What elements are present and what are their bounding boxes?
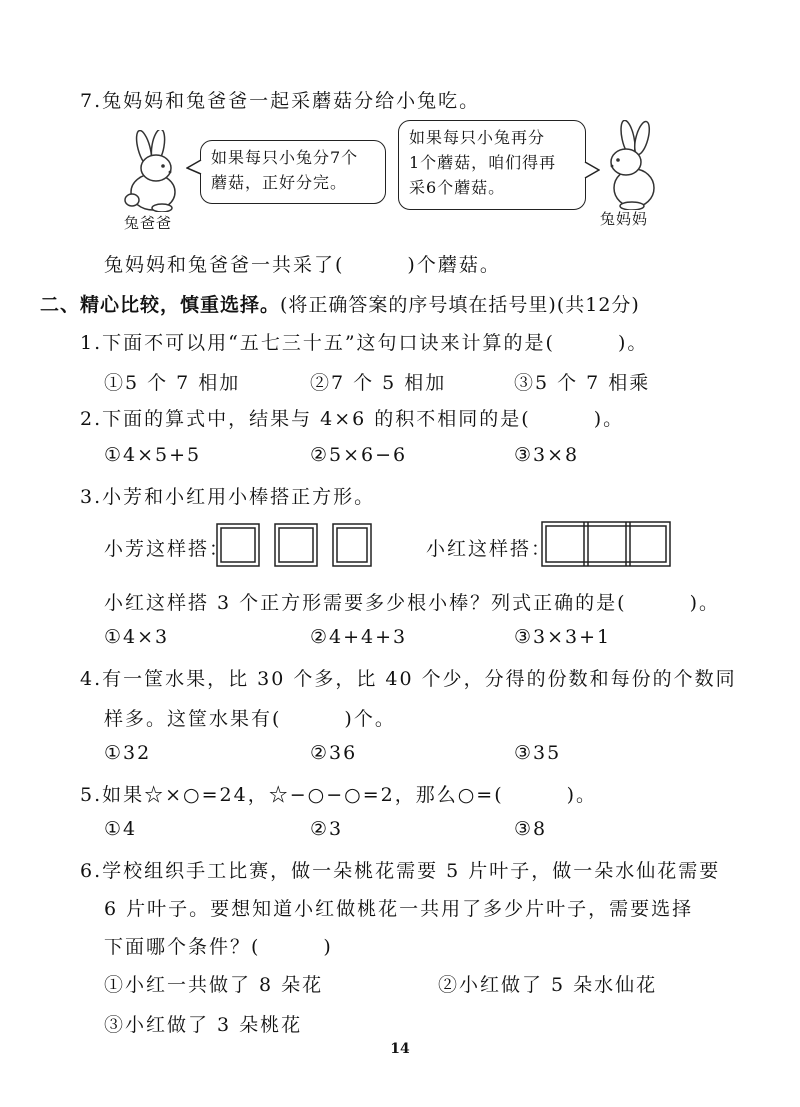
xiaofang-label: 小芳这样搭： bbox=[104, 538, 231, 560]
left-bubble-tail bbox=[186, 158, 202, 176]
section-2-note: (将正确答案的序号填在括号里)(共12分) bbox=[280, 294, 640, 316]
right-bubble-line: 采6个蘑菇。 bbox=[409, 178, 506, 197]
question-1-option-2: ②7 个 5 相加 bbox=[310, 372, 447, 394]
right-bubble-line: 如果每只小兔再分 bbox=[409, 128, 546, 147]
question-5-stem: 5.如果☆×○=24，☆−○−○=2，那么○=( )。 bbox=[80, 784, 598, 806]
xiaohong-label: 小红这样搭： bbox=[426, 538, 553, 560]
question-5-option-1: ①4 bbox=[104, 818, 138, 840]
rabbit-mom-illustration bbox=[596, 120, 666, 210]
left-bubble-line: 蘑菇，正好分完。 bbox=[211, 173, 348, 192]
q7-title: 7.兔妈妈和兔爸爸一起采蘑菇分给小兔吃。 bbox=[80, 90, 481, 112]
question-3-stem: 3.小芳和小红用小棒搭正方形。 bbox=[80, 486, 376, 508]
question-2-option-2: ②5×6−6 bbox=[310, 444, 408, 466]
question-6-stem-line-1: 6.学校组织手工比赛，做一朵桃花需要 5 片叶子，做一朵水仙花需要 bbox=[80, 860, 721, 882]
question-6-stem-line-2: 6 片叶子。要想知道小红做桃花一共用了多少片叶子，需要选择 bbox=[104, 898, 694, 920]
question-5-option-2: ②3 bbox=[310, 818, 344, 840]
xiaofang-squares-figure bbox=[214, 520, 374, 570]
question-6-option-1: ①小红一共做了 8 朵花 bbox=[104, 974, 324, 996]
left-bubble-line: 如果每只小兔分7个 bbox=[211, 148, 359, 167]
question-3-option-2: ②4+4+3 bbox=[310, 626, 408, 648]
section-2-title: 二、精心比较，慎重选择。 bbox=[40, 294, 281, 316]
question-4-option-2: ②36 bbox=[310, 742, 358, 764]
question-4-option-3: ③35 bbox=[514, 742, 562, 764]
q7-answer-line: 兔妈妈和兔爸爸一共采了( )个蘑菇。 bbox=[104, 254, 501, 276]
rabbit-dad-illustration bbox=[118, 130, 188, 212]
rabbit-dad-label: 兔爸爸 bbox=[124, 214, 173, 232]
question-6-option-3: ③小红做了 3 朵桃花 bbox=[104, 1014, 303, 1036]
question-6-option-2: ②小红做了 5 朵水仙花 bbox=[438, 974, 658, 996]
question-2-option-1: ①4×5+5 bbox=[104, 444, 202, 466]
rabbit-mom-label: 兔妈妈 bbox=[600, 210, 649, 228]
question-2-option-3: ③3×8 bbox=[514, 444, 580, 466]
question-2-stem: 2.下面的算式中，结果与 4×6 的积不相同的是( )。 bbox=[80, 408, 625, 430]
question-6-stem-line-3: 下面哪个条件？( ) bbox=[104, 936, 333, 958]
left-speech-bubble bbox=[200, 140, 386, 204]
section-2-header bbox=[40, 290, 640, 317]
question-3-option-3: ③3×3+1 bbox=[514, 626, 612, 648]
question-4-stem-line-2: 样多。这筐水果有( )个。 bbox=[104, 708, 396, 730]
question-1-option-1: ①5 个 7 相加 bbox=[104, 372, 241, 394]
question-3-question: 小红这样搭 3 个正方形需要多少根小棒？列式正确的是( )。 bbox=[104, 592, 720, 614]
question-4-stem-line-1: 4.有一筐水果，比 30 个多，比 40 个少，分得的份数和每份的个数同 bbox=[80, 668, 737, 690]
page-number: 14 bbox=[390, 1041, 410, 1057]
question-3-option-1: ①4×3 bbox=[104, 626, 170, 648]
xiaohong-squares-figure bbox=[538, 518, 674, 570]
question-1-option-3: ③5 个 7 相乘 bbox=[514, 372, 651, 394]
right-speech-bubble bbox=[398, 120, 586, 210]
question-5-option-3: ③8 bbox=[514, 818, 548, 840]
question-4-option-1: ①32 bbox=[104, 742, 152, 764]
question-1-stem: 1.下面不可以用“五七三十五”这句口诀来计算的是( )。 bbox=[80, 332, 649, 354]
right-bubble-line: 1个蘑菇，咱们得再 bbox=[409, 153, 557, 172]
